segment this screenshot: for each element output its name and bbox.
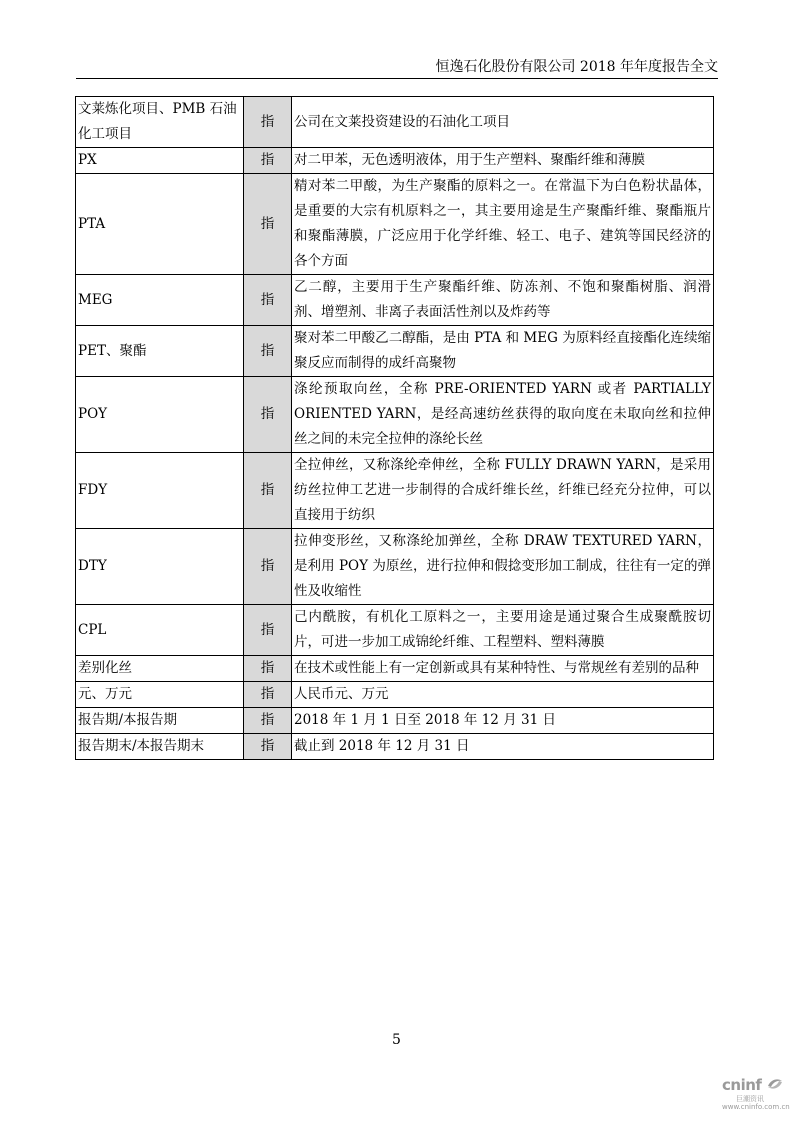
refers-to-cell: 指 (244, 174, 292, 275)
definition-cell: 乙二醇，主要用于生产聚酯纤维、防冻剂、不饱和聚酯树脂、润滑剂、增塑剂、非离子表面活性剂以及炸药等 (292, 275, 714, 326)
refers-to-cell: 指 (244, 605, 292, 656)
table-row (76, 97, 714, 148)
header-rule (76, 78, 718, 79)
term-cell: 报告期末/本报告期末 (76, 734, 244, 760)
term-cell: 文莱炼化项目、PMB 石油化工项目 (76, 97, 244, 148)
definition-cell: 己内酰胺，有机化工原料之一，主要用途是通过聚合生成聚酰胺切片，可进一步加工成锦纶纤维、工程塑料、塑料薄膜 (292, 605, 714, 656)
definitions-table (75, 96, 714, 760)
logo-url: www.cninfo.com.cn (722, 1103, 790, 1111)
term-cell: MEG (76, 275, 244, 326)
definition-cell: 人民币元、万元 (292, 682, 714, 708)
term-cell: PTA (76, 174, 244, 275)
definition-cell: 聚对苯二甲酸乙二醇酯，是由 PTA 和 MEG 为原料经直接酯化连续缩聚反应而制得的成纤高聚物 (292, 326, 714, 377)
table-row (76, 529, 714, 605)
refers-to-cell: 指 (244, 148, 292, 174)
table-row (76, 326, 714, 377)
definition-cell: 涤纶预取向丝，全称 PRE-ORIENTED YARN 或者 PARTIALLY ORIENTED YARN，是经高速纺丝获得的取向度在未取向丝和拉伸丝之间的未完全拉伸的涤纶长丝 (292, 377, 714, 453)
logo-text: cninf (722, 1076, 762, 1094)
refers-to-cell: 指 (244, 682, 292, 708)
refers-to-cell: 指 (244, 326, 292, 377)
table-row (76, 377, 714, 453)
page-number: 5 (392, 1032, 401, 1048)
term-cell: FDY (76, 453, 244, 529)
refers-to-cell: 指 (244, 529, 292, 605)
term-cell: PX (76, 148, 244, 174)
definition-cell: 截止到 2018 年 12 月 31 日 (292, 734, 714, 760)
refers-to-cell: 指 (244, 97, 292, 148)
table-row (76, 453, 714, 529)
term-cell: CPL (76, 605, 244, 656)
document-header: 恒逸石化股份有限公司 2018 年年度报告全文 (435, 59, 718, 75)
definition-cell: 对二甲苯，无色透明液体，用于生产塑料、聚酯纤维和薄膜 (292, 148, 714, 174)
term-cell: 差别化丝 (76, 656, 244, 682)
table-row (76, 148, 714, 174)
definition-cell: 在技术或性能上有一定创新或具有某种特性、与常规丝有差别的品种 (292, 656, 714, 682)
definition-cell: 2018 年 1 月 1 日至 2018 年 12 月 31 日 (292, 708, 714, 734)
table-row (76, 605, 714, 656)
refers-to-cell: 指 (244, 734, 292, 760)
term-cell: PET、聚酯 (76, 326, 244, 377)
definition-cell: 公司在文莱投资建设的石油化工项目 (292, 97, 714, 148)
term-cell: POY (76, 377, 244, 453)
logo-swirl-icon (766, 1077, 784, 1091)
refers-to-cell: 指 (244, 708, 292, 734)
refers-to-cell: 指 (244, 275, 292, 326)
term-cell: 报告期/本报告期 (76, 708, 244, 734)
table-row (76, 174, 714, 275)
logo-chinese-text: 巨潮资讯 (736, 1095, 764, 1103)
table-row (76, 734, 714, 760)
table-row (76, 275, 714, 326)
refers-to-cell: 指 (244, 377, 292, 453)
table-row (76, 656, 714, 682)
refers-to-cell: 指 (244, 656, 292, 682)
definition-cell: 全拉伸丝，又称涤纶牵伸丝，全称 FULLY DRAWN YARN，是采用纺丝拉伸工艺进一步制得的合成纤维长丝，纤维已经充分拉伸，可以直接用于纺织 (292, 453, 714, 529)
definition-cell: 精对苯二甲酸，为生产聚酯的原料之一。在常温下为白色粉状晶体，是重要的大宗有机原料之一，其主要用途是生产聚酯纤维、聚酯瓶片和聚酯薄膜，广泛应用于化学纤维、轻工、电子、建筑等国民经济的各个方面 (292, 174, 714, 275)
cninfo-logo (722, 1076, 788, 1112)
refers-to-cell: 指 (244, 453, 292, 529)
term-cell: 元、万元 (76, 682, 244, 708)
term-cell: DTY (76, 529, 244, 605)
table-row (76, 708, 714, 734)
definition-cell: 拉伸变形丝，又称涤纶加弹丝，全称 DRAW TEXTURED YARN，是利用 POY 为原丝，进行拉伸和假捻变形加工制成，往往有一定的弹性及收缩性 (292, 529, 714, 605)
table-row (76, 682, 714, 708)
